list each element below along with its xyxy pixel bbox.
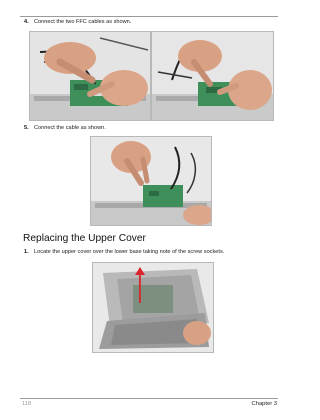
step-text: Locate the upper cover over the lower base taking note of the screw sockets. — [34, 249, 225, 255]
upper-cover-photo — [92, 262, 214, 353]
step-1-instruction — [24, 249, 224, 256]
step-number: 1. — [24, 249, 29, 255]
header-rule — [20, 16, 278, 17]
step-5-instruction — [24, 125, 106, 132]
step-text: Connect the cable as shown. — [34, 125, 106, 131]
page-number: 118 — [22, 401, 32, 407]
footer-rule — [20, 398, 278, 399]
cable-connection-photo — [90, 136, 212, 226]
chapter-label: Chapter 3 — [251, 401, 277, 407]
ffc-cable-photo-right — [151, 31, 274, 121]
step-text: Connect the two FFC cables as shown. — [34, 19, 132, 25]
ffc-cable-photo-left — [29, 31, 151, 121]
step-number: 4. — [24, 19, 29, 25]
section-heading: Replacing the Upper Cover — [23, 233, 146, 244]
step-number: 5. — [24, 125, 29, 131]
step-4-instruction — [24, 19, 131, 26]
